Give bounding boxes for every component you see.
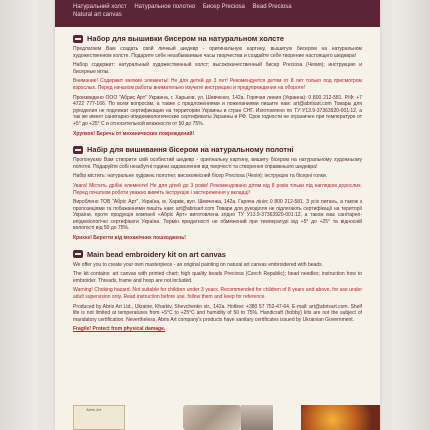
ua-fragile: Крихке! Берегти від механічних пошкоджень! [73,235,186,242]
ua-title: Набір для вишивання бісером на натуральному полотні [87,145,294,155]
ru-title: Набор для вышивки бисером на натуральном холсте [87,34,285,43]
header-label: Бисер Preciosa [202,4,245,10]
ru-contents: Набор содержит: натуральный художественный холст; высококачественный бисер Preciosa (Чехия); инструкцию и бисерные иглы. [73,62,362,75]
ru-fragile: Хрупкое! Беречь от механических повреждений! [73,130,195,137]
ru-producer: Произведено ООО "Абрис Арт" Украина, г. Харьков, ул. Шевченко, 142а. Горячая линия (Украина): 0 800 212-581. Р/Ф: +7 4722 777-166. По всем вопросам, а также с предложениями и пожеланиями пишите нам: art@abrisart.com Товары для рукоделия не подлежат сертификации на территории Украины и стран СНГ. Изготовлено по ТУ У13.9-37363920-001:12, а так же имеет санитарно-эпидемиологические сертификаты Украины и РФ. Срок годности не ограничен при температуре от +5° до +25° С и относительной влажности от 50 до 75%. [73,94,362,127]
ua-flag-icon [73,146,83,154]
ua-producer: Вироблено ТОВ "Абріс Арт", Україна, м. Харків, вул. Шевченка, 142а. Гаряча лінія: 0 800 212-581. З усіх питань, а також з пропозиціями та побажаннями пишіть нам: art@abrisart.com Товари для рукоділля не підлягають сертифікації на території України, проте продукція компанії «Абріс Арт» виготовлена згідно ТУ У13.9-37363920-001:12, а також має санітарно-епідеміологічні сертифікати України. Термін придатності не обмежений при температурі від +5° до +25° та відносній вологості від 50 до 75%. [73,199,362,232]
header-label: Натуральное полотно [134,4,196,10]
en-contents: The kit contains: art canvas with printed chart; high quality beads Preciosa (Czech Republic); bead needles; instruction how to embroider. Threads, frame and hoop are not included. [73,271,362,284]
packaging-back [55,0,380,430]
photo-artwork [301,405,380,430]
en-warning: Warning! Choking hazard. Not suitable for children under 3 years. Recommended for children of 8 years and above, for use under adult supervision only. Read instruction before use, follow them and keep for reference. [73,287,362,301]
background-left [0,0,38,430]
ua-intro: Пропонуємо Вам створити свій особистий шедевр - оригінальну картину, вишиту бісером на натуральному художньому полотні. Подаруйте собі незабутні години задоволення від творчості та створення справжнього шедевра! [73,157,362,170]
en-flag-icon [73,250,83,258]
photo-detail [241,405,273,430]
header-label: Natural art canvas [73,12,122,18]
header-label: Bead Preciosa [252,4,292,10]
ru-flag-icon [73,35,83,43]
ua-warning: Увага! Містить дрібні елементи! Не для дітей до 3 років! Рекомендовано дітям від 8 років тільки під наглядом дорослих. Перед початком роботи уважно вивчіть інструкцію і застереження у вкладці! [73,182,362,196]
header-row-1 [73,3,362,11]
logo-label: Abris Art [86,407,102,412]
en-fragile: Fragile! Protect from physical damage. [73,326,166,333]
en-producer: Produced by Abris Art Ltd., Ukraine, Kharkiv, Shevchenko str., 142a. Hotline: +380 57 752-47-64. E-mail: art@abrisart.com. Shelf life is not limited at temperatures from +5°C to +25°C and humidity of 50 to 75%. Handicraft (hobby) kits are not the subject of mandatory certification. Nevertheless, Abris Art company's products have sanitary certificates issued by Ukrainian Government. [73,303,362,323]
text-content [55,27,380,333]
background-right [392,0,430,430]
product-photos [55,405,380,430]
header-bar [55,0,380,27]
en-intro: We offer you to create your own masterpiece - an original painting on natural art canvas embroidered with beads. [73,261,323,268]
ru-heading [73,34,362,43]
header-label: Натуральний холст [73,4,127,10]
en-title: Main bead embroidery kit on art canvas [87,249,226,259]
ua-contents: Набір містить: натуральне художнє полотно; високоякісний бісер Preciosa (Чехія); інструкцію та бісерні голки. [73,173,328,180]
photo-hands [183,405,241,430]
en-heading [73,250,362,259]
ua-heading [73,145,362,154]
header-row-2 [73,11,362,19]
ru-intro: Предлагаем Вам создать свой личный шедевр - оригинальную картину, вышитую бисером на натуральном художественном холсте. Подарите себе незабываемые часы творчества и создайте себе творение настоящего шедевра! [73,46,362,59]
logo-thumbnail [73,405,125,430]
ru-warning: Внимание! Содержит мелкие элементы! Не для детей до 3 лет! Рекомендуется детям от 8 лет только под присмотром взрослых. Перед началом работы внимательно изучите инструкцию и предупреждения на обороте! [73,78,362,91]
